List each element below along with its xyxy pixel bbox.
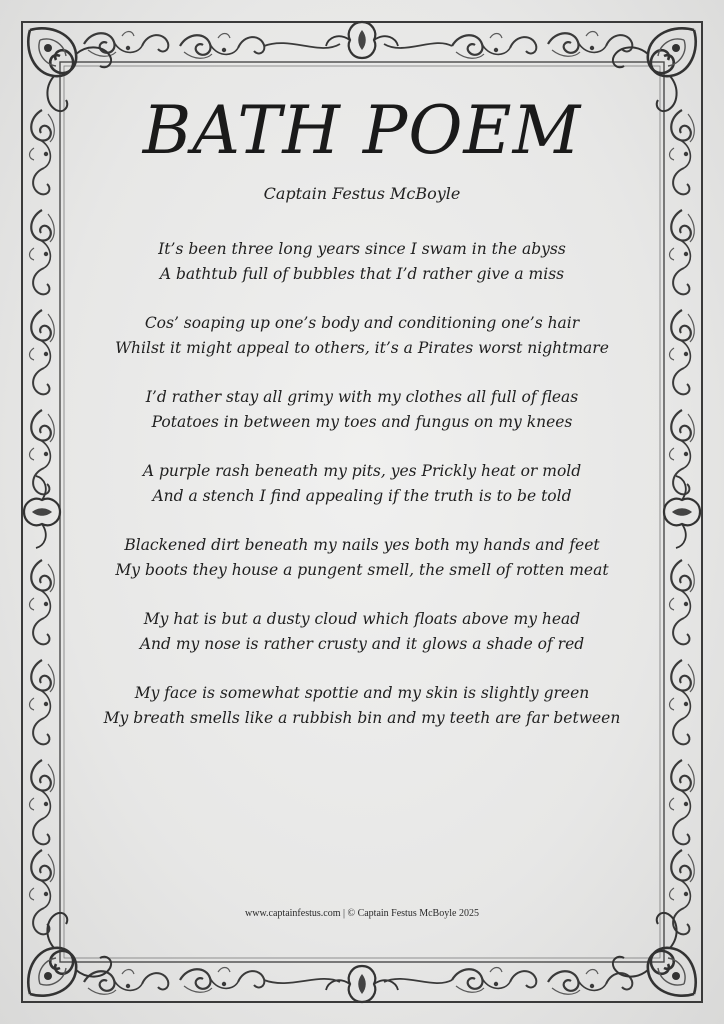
poem-line: I’d rather stay all grimy with my clothes all full of fleas — [145, 388, 579, 406]
stanza — [90, 237, 634, 287]
poem-line: And a stench I find appealing if the truth is to be told — [152, 487, 572, 505]
poem-line: My boots they house a pungent smell, the smell of rotten meat — [115, 561, 609, 579]
stanza — [90, 311, 634, 361]
poem-title: BATH POEM — [142, 92, 582, 169]
poem-line: Cos’ soaping up one’s body and conditioning one’s hair — [144, 314, 580, 332]
stanza — [90, 681, 634, 731]
poem-line: My face is somewhat spottie and my skin is slightly green — [134, 684, 590, 702]
stanza — [90, 385, 634, 435]
poem-line: It’s been three long years since I swam in the abyss — [158, 240, 566, 258]
poem-body — [90, 237, 634, 731]
poem-line: A bathtub full of bubbles that I’d rather give a miss — [159, 265, 565, 283]
stanza — [90, 533, 634, 583]
poem-line: Potatoes in between my toes and fungus on my knees — [151, 413, 573, 431]
poem-content — [90, 90, 634, 755]
copyright-footer: www.captainfestus.com | © Captain Festus McBoyle 2025 — [245, 908, 479, 919]
poem-line: Whilst it might appeal to others, it’s a Pirates worst nightmare — [115, 339, 609, 357]
poem-line: And my nose is rather crusty and it glows a shade of red — [139, 635, 585, 653]
poem-line: Blackened dirt beneath my nails yes both my hands and feet — [124, 536, 600, 554]
stanza — [90, 459, 634, 509]
poem-line: My hat is but a dusty cloud which floats above my head — [143, 610, 581, 628]
poem-line: A purple rash beneath my pits, yes Prickly heat or mold — [142, 462, 582, 480]
poem-line: My breath smells like a rubbish bin and my teeth are far between — [103, 709, 621, 727]
stanza — [90, 607, 634, 657]
poem-author: Captain Festus McBoyle — [263, 184, 461, 203]
